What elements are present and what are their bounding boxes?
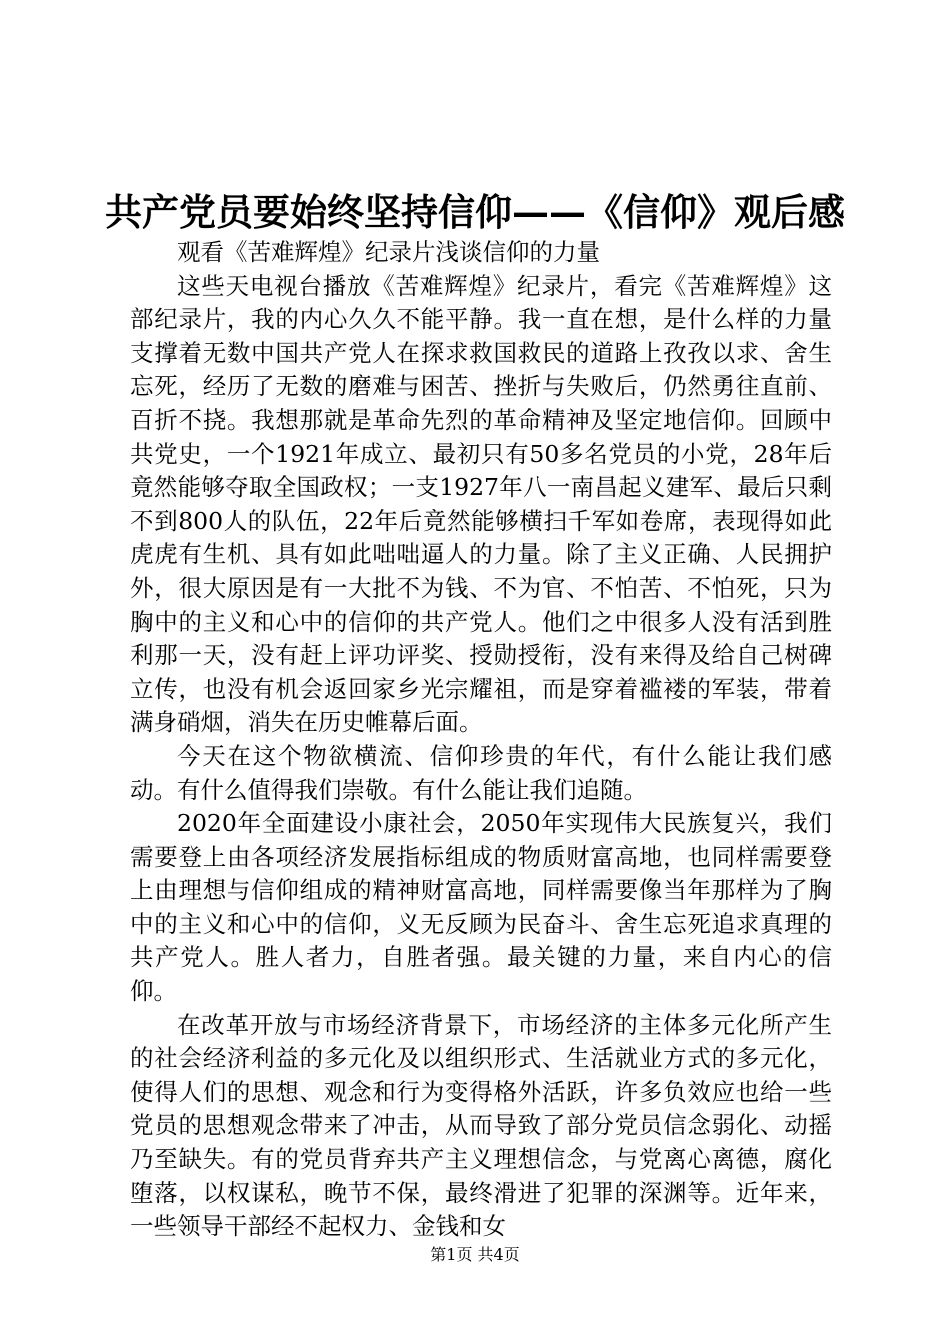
paragraph: 今天在这个物欲横流、信仰珍贵的年代，有什么能让我们感动。有什么值得我们崇敬。有什么能让我们追随。 <box>130 741 832 804</box>
paragraph: 在改革开放与市场经济背景下，市场经济的主体多元化所产生的社会经济利益的多元化及以组织形式、生活就业方式的多元化，使得人们的思想、观念和行为变得格外活跃，许多负效应也给一些党员的思想观念带来了冲击，从而导致了部分党员信念弱化、动摇乃至缺失。有的党员背弃共产主义理想信念，与党离心离德，腐化堕落，以权谋私，晚节不保，最终滑进了犯罪的深渊等。近年来，一些领导干部经不起权力、金钱和女 <box>130 1010 832 1241</box>
document-body <box>130 236 832 1244</box>
page-footer: 第1页 共4页 <box>430 1245 520 1264</box>
paragraph: 这些天电视台播放《苦难辉煌》纪录片，看完《苦难辉煌》这部纪录片，我的内心久久不能平静。我一直在想，是什么样的力量支撑着无数中国共产党人在探求救国救民的道路上孜孜以求、舍生忘死，经历了无数的磨难与困苦、挫折与失败后，仍然勇往直前、百折不挠。我想那就是革命先烈的革命精神及坚定地信仰。回顾中共党史，一个1921年成立、最初只有50多名党员的小党，28年后竟然能够夺取全国政权；一支1927年八一南昌起义建军、最后只剩不到800人的队伍，22年后竟然能够横扫千军如卷席，表现得如此虎虎有生机、具有如此咄咄逼人的力量。除了主义正确、人民拥护外，很大原因是有一大批不为钱、不为官、不怕苦、不怕死，只为胸中的主义和心中的信仰的共产党人。他们之中很多人没有活到胜利那一天，没有赶上评功评奖、授勋授衔，没有来得及给自己树碑立传，也没有机会返回家乡光宗耀祖，而是穿着褴褛的军装，带着满身硝烟，消失在历史帷幕后面。 <box>130 271 832 737</box>
document-title: 共产党员要始终坚持信仰——《信仰》观后感 <box>105 190 845 234</box>
paragraph: 2020年全面建设小康社会，2050年实现伟大民族复兴，我们需要登上由各项经济发展指标组成的物质财富高地，也同样需要登上由理想与信仰组成的精神财富高地，同样需要像当年那样为了胸中的主义和心中的信仰，义无反顾为民奋斗、舍生忘死追求真理的共产党人。胜人者力，自胜者强。最关键的力量，来自内心的信仰。 <box>130 809 832 1006</box>
document-subtitle: 观看《苦难辉煌》纪录片浅谈信仰的力量 <box>177 238 600 266</box>
